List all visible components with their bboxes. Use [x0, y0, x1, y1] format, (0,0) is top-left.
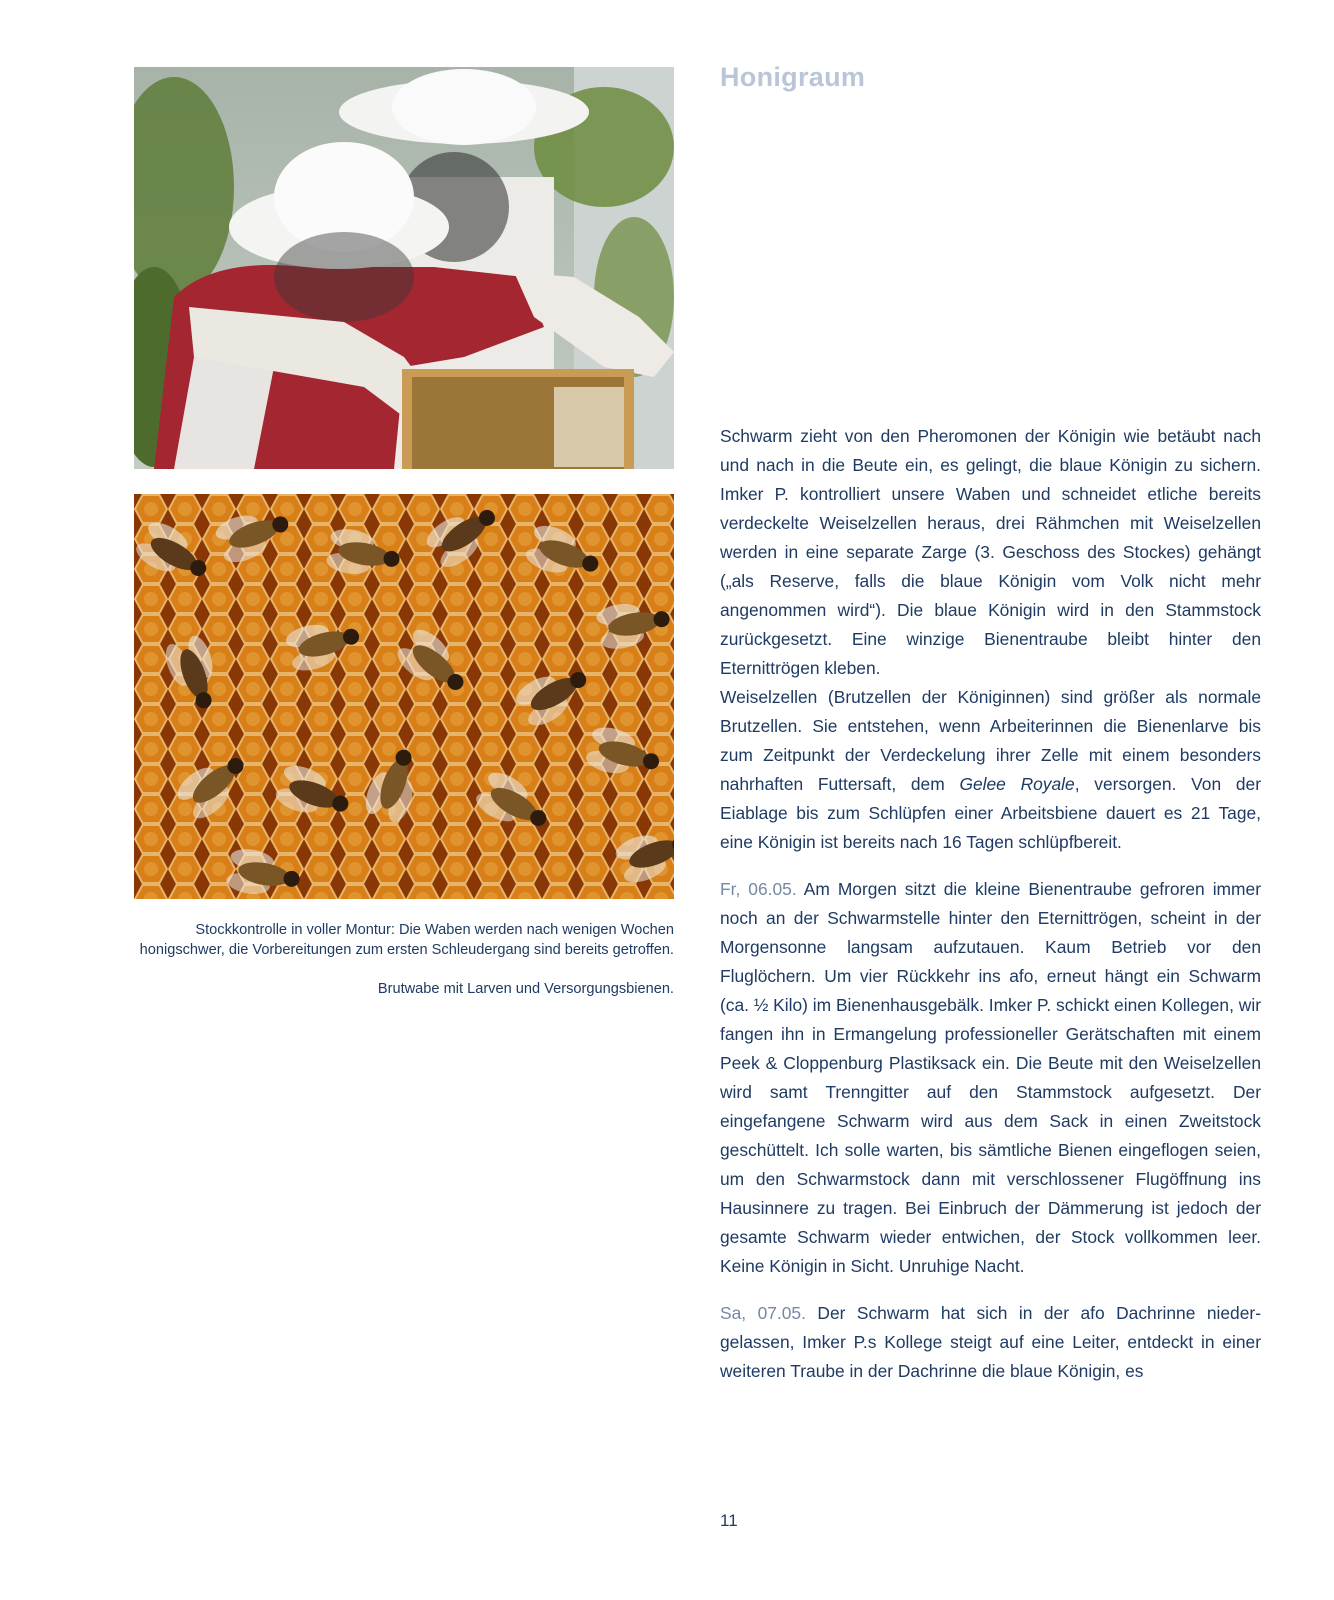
paragraph-weiselzellen — [720, 683, 1261, 857]
diary-entry-sa-0705 — [720, 1299, 1261, 1386]
honeycomb-bees-photo — [134, 494, 674, 899]
diary-text: Am Morgen sitzt die kleine Bienentraube gefroren immer noch an der Schwarmstelle hinter den Eternittrögen, scheint in der Morgensonne langsam aufzutauen. Kaum Betrieb vor den Fluglöchern. Um vier Rückkehr ins afo, erneut hängt ein Schwarm (ca. ½ Kilo) im Bienenhausgebälk. Imker P. schickt einen Kollegen, wir fangen ihn in Ermangelung professioneller Gerätschaften mit einem Peek & Cloppenburg Plastiksack ein. Die Beute mit den Weiselzellen wird samt Trenngitter auf den Stammstock aufgesetzt. Der eingefangene Schwarm wird aus dem Sack in einen Zweitstock geschüttelt. Ich solle warten, bis sämtliche Bienen eingeflogen seien, um den Schwarmstock dann mit verschlossener Flugöffnung ins Hausinnere zu tragen. Bei Einbruch der Dämmerung ist jedoch der gesamte Schwarm wieder entwichen, der Stock vollkommen leer. Keine Königin in Sicht. Unruhige Nacht. — [720, 879, 1261, 1276]
beekeepers-photo — [134, 67, 674, 469]
page-heading: Honigraum — [720, 62, 866, 92]
diary-date: Fr, 06.05. — [720, 879, 797, 899]
caption-honeycomb: Brutwabe mit Larven und Versorgungsbienen. — [377, 981, 674, 997]
photo-captions — [134, 920, 674, 1018]
diary-text: Der Schwarm hat sich in der afo Dachrinne niedergelassen, Imker P.s Kollege steigt auf eine Leiter, entdeckt in einer weiteren Traube in der Dachrinne die blaue Königin, es — [720, 1303, 1261, 1381]
gelee-royale-term: Gelee Royale — [959, 774, 1075, 794]
diary-date: Sa, 07.05. — [720, 1303, 806, 1323]
page-number: 11 — [720, 1511, 738, 1530]
paragraph-weiselzellen-text: Weiselzellen (Brutzellen der Königinnen) sind größer als normale Brutzellen. Sie entstehen, wenn Arbeiterinnen die Bienenlarve bis zum Zeitpunkt der Verdeckelung ihrer Zelle mit einem besonders nahrhaften Futtersaft, dem — [720, 687, 1261, 794]
paragraph-weiselzellen-text-end: , versorgen. Von der Eiablage bis zum Schlüpfen einer Arbeitsbiene dauert es 21 Tage, eine Königin ist bereits nach 16 Tagen schlüpfbereit. — [720, 774, 1261, 852]
paragraph-swarm: Schwarm zieht von den Pheromonen der Königin wie betäubt nach und nach in die Beute ein, es gelingt, die blaue Königin zu sichern. Imker P. kontrolliert unsere Waben und schneidet etliche bereits verdeckelte Weiselzellen heraus, drei Rähmchen mit Weiselzellen werden in eine separate Zarge (3. Geschoss des Stockes) gehängt („als Reserve, falls die blaue Königin vom Volk nicht mehr angenommen wird“). Die blaue Königin wird in den Stammstock zurückgesetzt. Eine winzige Bienentraube bleibt hinter den Eternittrögen kleben. — [720, 426, 1261, 678]
caption-beekeepers: Stockkontrolle in voller Montur: Die Waben werden nach wenigen Wochen honigschwer, die Vorbereitungen zum ersten Schleudergang sind bereits getroffen. — [139, 922, 674, 958]
body-text — [720, 422, 1261, 1386]
diary-entry-fr-0605 — [720, 875, 1261, 1281]
